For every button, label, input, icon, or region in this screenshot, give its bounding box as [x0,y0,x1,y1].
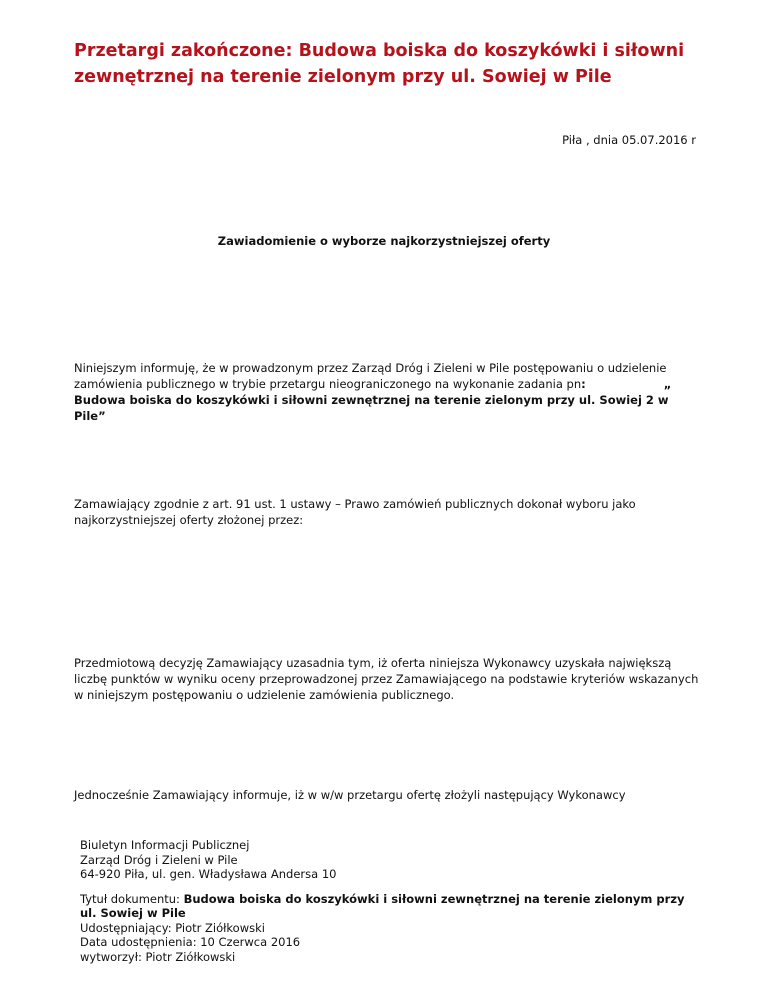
justification-paragraph: Przedmiotową decyzję Zamawiający uzasadnia tym, iż oferta niniejsza Wykonawcy uzyskała największą liczbę punktów w wyniku oceny przeprowadzonej przez Zamawiającego na podstawie kryteriów wskazanych w niniejszym postępowaniu o udzielenie zamówienia publicznego. [74,656,699,702]
page-title: Przetargi zakończone: Budowa boiska do koszykówki i siłowni zewnętrznej na terenie zielonym przy ul. Sowiej w Pile [74,41,685,87]
bip-name: Biuletyn Informacji Publicznej [80,838,250,852]
intro-colon: : [581,377,586,391]
shared-by: Udostępniający: Piotr Ziółkowski [80,920,265,935]
shared-date: Data udostępnienia: 10 Czerwca 2016 [80,935,301,949]
created-by: wytworzył: Piotr Ziółkowski [80,949,236,964]
organization-name: Zarząd Dróg i Zieleni w Pile [80,852,238,867]
organization-address: 64-920 Piła, ul. gen. Władysława Andersa 10 [80,867,337,881]
document-metadata-footer [80,838,700,964]
document-title-label: Tytuł dokumentu: [80,891,184,906]
document-title-value: Budowa boiska do koszykówki i siłowni zewnętrznej na terenie zielonym przy ul. Sowiej w Pile [80,891,685,920]
bidders-paragraph: Jednocześnie Zamawiający informuje, iż w w/w przetargu ofertę złożyli następujący Wykonawcy [74,788,626,802]
document-title-row [80,892,700,921]
task-name: „ Budowa boiska do koszykówki i siłowni zewnętrznej na terenie zielonym przy ul. Sowiej 2 w Pile” [74,377,672,423]
intro-text: Niniejszym informuję, że w prowadzonym przez Zarząd Dróg i Zieleni w Pile postępowaniu o udzielenie zamówienia publicznego w trybie przetargu nieograniczonego na wykonanie zadania pn [74,361,667,391]
document-date: Piła , dnia 05.07.2016 r [562,133,696,147]
notice-heading: Zawiadomienie o wyborze najkorzystniejszej oferty [217,234,551,248]
intro-paragraph [74,360,699,424]
selection-paragraph: Zamawiający zgodnie z art. 91 ust. 1 ustawy – Prawo zamówień publicznych dokonał wyboru jako najkorzystniejszej oferty złożonej przez: [74,497,636,527]
